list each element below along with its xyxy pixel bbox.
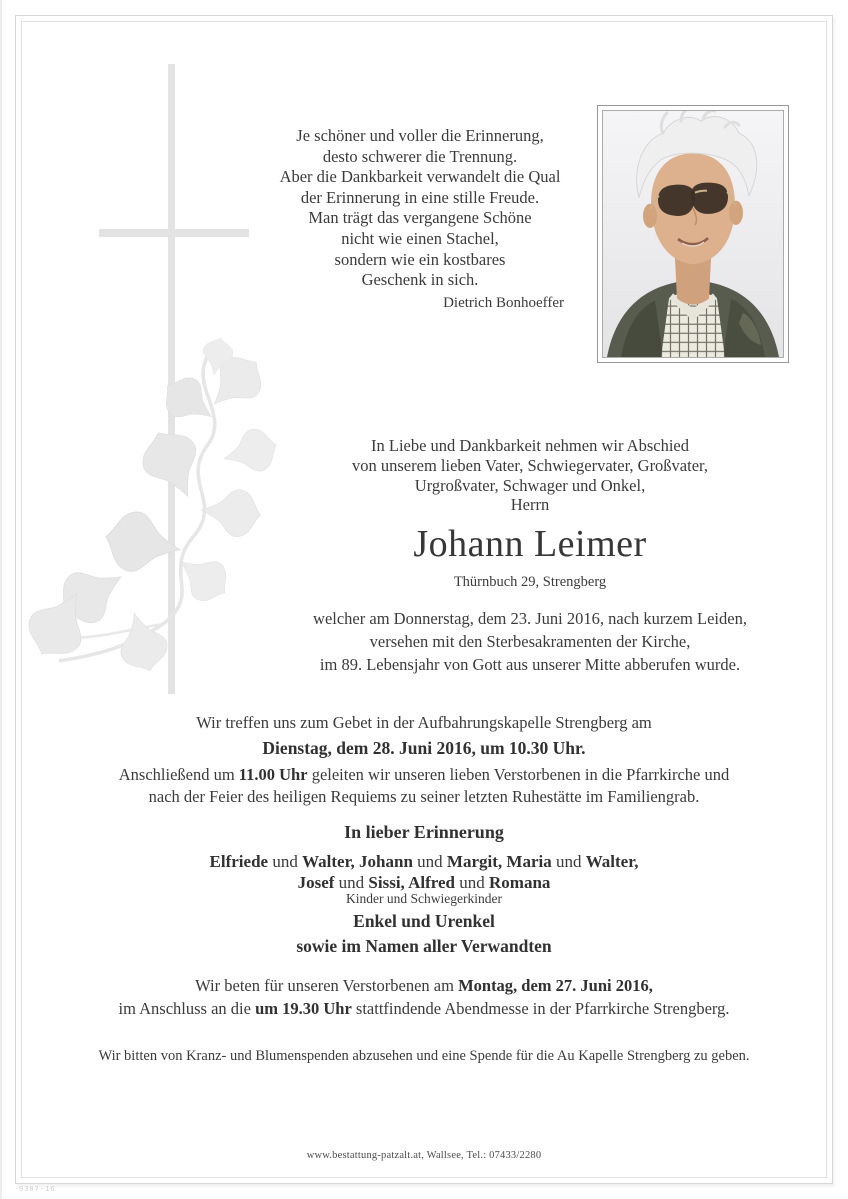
memorial-quote	[170, 126, 670, 313]
quote-attribution: Dietrich Bonhoeffer	[443, 294, 564, 311]
memorial-quote-lines: Je schöner und voller die Erinnerung, desto schwerer die Trennung. Aber die Dankbarkeit verwandelt die Qual der Erinnerung in eine stille Freude. Man trägt das vergangene Schöne nicht wie einen Stachel, sondern wie ein kostbares Geschenk in sich.	[279, 126, 561, 290]
gathering-line: Wir treffen uns zum Gebet in der Aufbahrungskapelle Strengberg am	[196, 713, 652, 732]
death-notice: welcher am Donnerstag, dem 23. Juni 2016, nach kurzem Leiden, versehen mit den Sterbesakramenten der Kirche, im 89. Lebensjahr von Gott aus unserer Mitte abberufen wurde.	[313, 609, 747, 674]
family-names: Elfriede und Walter, Johann und Margit, Maria und Walter, Josef und Sissi, Alfred und Romana	[209, 852, 639, 892]
relatives-label: sowie im Namen aller Verwandten	[296, 936, 552, 956]
ivy-watermark-icon	[18, 338, 303, 673]
procession-notice: Anschließend um 11.00 Uhr geleiten wir unseren lieben Verstorbenen in die Pfarrkirche und nach der Feier des heiligen Requiems zu seiner letzten Ruhestätte im Familiengrab.	[118, 765, 730, 806]
page-edge	[0, 0, 2, 1199]
gathering-datetime: Dienstag, dem 28. Juni 2016, um 10.30 Uhr.	[262, 738, 586, 758]
prayer-notice: Wir beten für unseren Verstorbenen am Montag, dem 27. Juni 2016, im Anschluss an die um 19.30 Uhr stattfindende Abendmesse in der Pfarrkirche Strengberg.	[118, 976, 730, 1018]
deceased-name: Johann Leimer	[413, 523, 647, 565]
grandchildren-label: Enkel und Urenkel	[353, 911, 495, 931]
deceased-address: Thürnbuch 29, Strengberg	[453, 574, 607, 590]
funeral-home-contact: www.bestattung-patzalt.at, Wallsee, Tel.: 07433/2280	[306, 1150, 542, 1161]
remembrance-heading: In lieber Erinnerung	[344, 822, 504, 842]
donation-note: Wir bitten von Kranz- und Blumenspenden abzusehen und eine Spende für die Au Kapelle Strengberg zu geben.	[98, 1048, 750, 1064]
children-label: Kinder und Schwiegerkinder	[346, 891, 502, 906]
farewell-intro: In Liebe und Dankbarkeit nehmen wir Abschied von unserem lieben Vater, Schwiegervater, Großvater, Urgroßvater, Schwager und Onkel, Herrn	[352, 436, 708, 515]
print-code: 9307-16	[19, 1185, 56, 1193]
